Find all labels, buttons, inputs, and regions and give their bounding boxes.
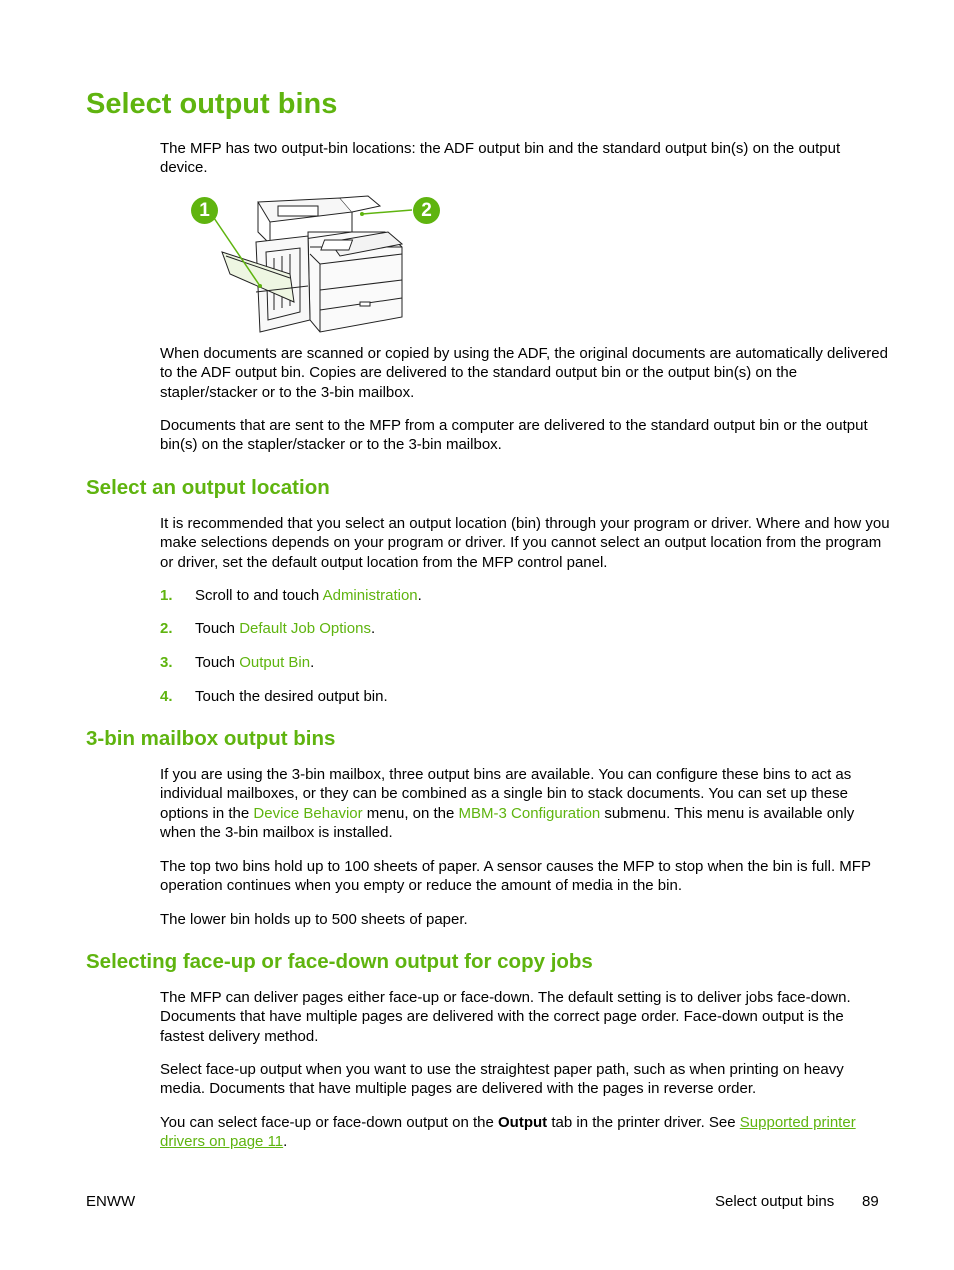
section-heading-mailbox: 3-bin mailbox output bins <box>86 727 336 750</box>
step-1 <box>160 586 422 605</box>
step-punct: . <box>310 654 315 671</box>
top-bins-paragraph: The top two bins hold up to 100 sheets of paper. A sensor causes the MFP to stop when the bin is full. MFP operation continues when you empty or reduce the amount of media in the bin. <box>160 858 871 895</box>
mailbox-paragraph <box>160 765 890 843</box>
step-punct: . <box>417 587 422 604</box>
adf-delivery-paragraph: When documents are scanned or copied by using the ADF, the original documents are automatically delivered to the ADF output bin. Copies are delivered to the standard output bin or the output bin(s) on the stapler/stacker or to the 3-bin mailbox. <box>160 345 888 401</box>
face-up-paragraph: Select face-up output when you want to use the straightest paper path, such as when printing on heavy media. Documents that have multiple pages are delivered with the pages in reverse order. <box>160 1061 844 1098</box>
supported-drivers-link[interactable]: Supported printer drivers on page 11 <box>160 1114 856 1151</box>
section-heading-output-location: Select an output location <box>86 476 330 499</box>
step-text: Scroll to and touch <box>195 587 323 604</box>
menu-term-device-behavior: Device Behavior <box>253 804 363 822</box>
driver-text: . <box>283 1133 288 1151</box>
face-down-paragraph: The MFP can deliver pages either face-up or face-down. The default setting is to deliver jobs face-down. Documents that have multiple pages are delivered with the correct page order. Face-down output is the fastest delivery method. <box>160 989 851 1045</box>
step-text: Touch the desired output bin. <box>195 688 388 705</box>
page-title: Select output bins <box>86 88 338 120</box>
mailbox-text: menu, on the <box>362 804 459 822</box>
driver-text: tab in the printer driver. See <box>547 1114 740 1131</box>
driver-paragraph <box>160 1113 890 1152</box>
footer-section-title: Select output bins <box>715 1193 835 1210</box>
footer-left: ENWW <box>86 1193 136 1210</box>
step-4 <box>160 687 388 706</box>
menu-term-output-bin: Output Bin <box>239 654 311 671</box>
intro-paragraph: The MFP has two output-bin locations: the ADF output bin and the standard output bin(s) on the output device. <box>160 140 841 177</box>
callout-2-standard-output-bin: 2 <box>413 197 440 224</box>
callout-1-adf-output-bin: 1 <box>191 197 218 224</box>
step-number: 1. <box>160 587 173 604</box>
output-tab-term: Output <box>498 1114 548 1131</box>
mailbox-text: If you are using the 3-bin mailbox, three output bins are available. You can configure these bins to act as individual mailboxes, or they can be combined as a single bin to stack documents. You can set up these options in the <box>160 766 852 822</box>
page-number: 89 <box>862 1193 879 1210</box>
driver-text: You can select face-up or face-down output on the <box>160 1114 499 1131</box>
step-text: Touch <box>195 654 240 671</box>
section-heading-face-up-down: Selecting face-up or face-down output for copy jobs <box>86 950 593 973</box>
step-text: Touch <box>195 620 240 637</box>
step-2 <box>160 619 375 638</box>
mailbox-text: submenu. This menu is available only when the 3-bin mailbox is installed. <box>160 804 855 842</box>
step-3 <box>160 653 314 672</box>
computer-delivery-paragraph: Documents that are sent to the MFP from a computer are delivered to the standard output bin or the output bin(s) on the stapler/stacker or to the 3-bin mailbox. <box>160 417 868 454</box>
step-punct: . <box>370 620 376 637</box>
step-number: 3. <box>160 654 173 671</box>
mfp-illustration <box>190 192 445 342</box>
output-location-paragraph: It is recommended that you select an output location (bin) through your program or driver. Where and how you make selections depends on your program or driver. If you cannot select an output location from the program or driver, set the default output location from the MFP control panel. <box>160 515 890 571</box>
menu-term-mbm3-configuration: MBM-3 Configuration <box>458 804 601 822</box>
step-number: 2. <box>160 620 173 637</box>
mfp-output-bins-figure <box>190 192 445 342</box>
step-number: 4. <box>160 688 173 705</box>
menu-term-administration: Administration <box>322 587 418 604</box>
lower-bin-paragraph: The lower bin holds up to 500 sheets of paper. <box>160 911 468 928</box>
menu-term-default-job-options: Default Job Options <box>239 620 371 637</box>
